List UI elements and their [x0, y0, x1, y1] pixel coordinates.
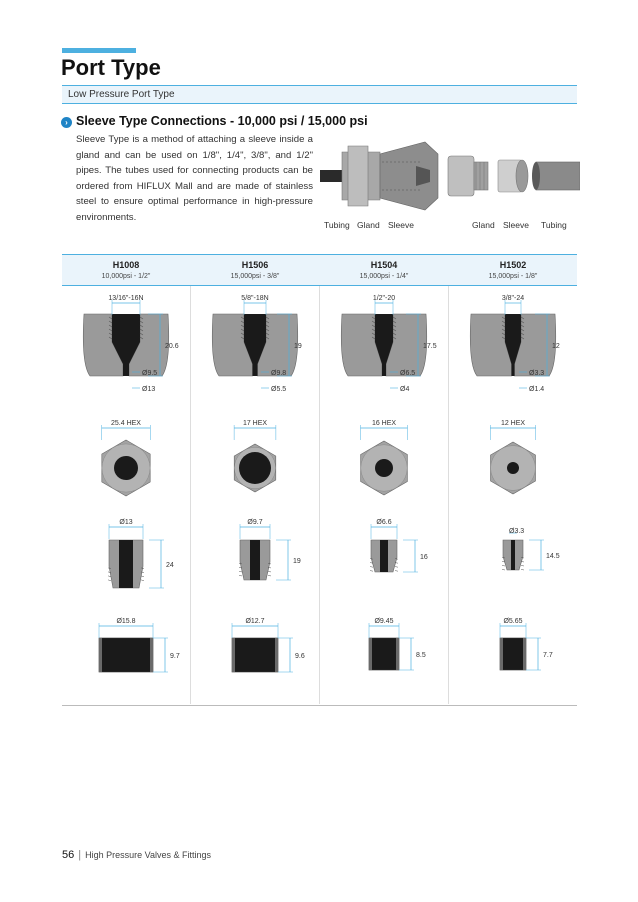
col-model: H1502: [499, 260, 527, 270]
col-model: H1008: [112, 260, 140, 270]
hex-bore: [507, 462, 519, 474]
gland-height-dim: 14.5: [546, 553, 560, 560]
sleeve-edge: [500, 638, 503, 670]
sleeve-body: [500, 638, 526, 670]
bore-diameter-2: Ø13: [142, 386, 156, 393]
sleeve-body: [369, 638, 399, 670]
col-model: H1506: [241, 260, 269, 270]
hex-bore: [239, 452, 271, 484]
hex-bore: [375, 459, 393, 477]
hex-dim: 25.4 HEX: [111, 420, 141, 427]
sleeve-diameter-dim: Ø5.65: [503, 618, 523, 625]
gland-bore: [250, 540, 260, 580]
sleeve-body: [232, 638, 278, 672]
sleeve-edge: [99, 638, 102, 672]
gland-diameter-dim: Ø13: [119, 519, 133, 526]
bore-diameter-2: Ø5.5: [271, 386, 287, 393]
sleeve-height-dim: 9.6: [295, 653, 305, 660]
depth-dim: 17.5: [423, 343, 437, 350]
gland-bore: [380, 540, 388, 572]
sleeve-edge: [232, 638, 235, 672]
sleeve-diameter-dim: Ø15.8: [116, 618, 136, 625]
subtitle-text: Low Pressure Port Type: [68, 89, 175, 100]
label-tubing-1: Tubing: [324, 220, 350, 230]
gland-height-dim: 24: [166, 562, 174, 569]
sleeve-edge: [523, 638, 526, 670]
gland-diameter-dim: Ø3.3: [509, 528, 525, 535]
sleeve-height-dim: 8.5: [416, 652, 426, 659]
label-gland-1: Gland: [357, 220, 380, 230]
hex-dim: 17 HEX: [242, 420, 268, 427]
bore-diameter-1: Ø6.5: [400, 370, 416, 377]
label-tubing-2: Tubing: [541, 220, 567, 230]
page-number: 56: [62, 849, 75, 861]
sleeve-height-dim: 9.7: [170, 653, 180, 660]
label-gland-2: Gland: [472, 220, 495, 230]
sleeve-edge: [150, 638, 153, 672]
sleeve-height-dim: 7.7: [543, 652, 553, 659]
bore-diameter-2: Ø4: [400, 386, 410, 393]
sleeve-edge: [275, 638, 278, 672]
label-sleeve-1: Sleeve: [388, 220, 414, 230]
col-rating: 15,000psi - 1/8": [488, 273, 538, 280]
page-footer: 56 | High Pressure Valves & Fittings: [62, 849, 211, 861]
col-model: H1504: [370, 260, 398, 270]
hex-dim: 16 HEX: [371, 420, 397, 427]
hex-bore: [114, 456, 138, 480]
chevron-right-icon: ›: [61, 117, 72, 128]
gland-diameter-dim: Ø6.6: [376, 519, 392, 526]
depth-dim: 12: [552, 343, 560, 350]
gland-height-dim: 19: [293, 558, 301, 565]
hex-dim: 12 HEX: [500, 420, 526, 427]
sleeve-edge: [369, 638, 372, 670]
thread-dim: 1/2"-20: [372, 295, 396, 302]
bore-diameter-1: Ø9.8: [271, 370, 287, 377]
bore-diameter-1: Ø3.3: [529, 370, 545, 377]
col-rating: 15,000psi - 3/8": [230, 273, 280, 280]
sleeve-diameter-dim: Ø12.7: [245, 618, 265, 625]
bore-diameter-1: Ø9.5: [142, 370, 158, 377]
gland-diameter-dim: Ø9.7: [247, 519, 263, 526]
thread-dim: 13/16"-16N: [108, 295, 144, 302]
thread-dim: 3/8"-24: [501, 295, 525, 302]
section-description: Sleeve Type is a method of attaching a sleeve inside a gland and can be used on 1/8", 1/4", 3/8", and 1/2" pipes. The tubes used for connecting products can be ordered from HIFLUX Mall and are made of stainless steel to ensure optimal performance in high-pressure environments.: [76, 134, 313, 223]
section-title: Sleeve Type Connections - 10,000 psi / 15,000 psi: [76, 114, 368, 128]
sleeve-body: [99, 638, 153, 672]
gland-bore: [511, 540, 515, 570]
gland-bore: [119, 540, 133, 588]
col-rating: 10,000psi - 1/2": [101, 273, 151, 280]
depth-dim: 20.6: [165, 343, 179, 350]
thread-dim: 5/8"-18N: [241, 295, 269, 302]
sleeve-edge: [396, 638, 399, 670]
bore-diameter-2: Ø1.4: [529, 386, 545, 393]
page-title: Port Type: [61, 55, 161, 80]
depth-dim: 19: [294, 343, 302, 350]
label-sleeve-2: Sleeve: [503, 220, 529, 230]
gland-height-dim: 16: [420, 554, 428, 561]
col-rating: 15,000psi - 1/4": [359, 273, 409, 280]
sleeve-diameter-dim: Ø9.45: [374, 618, 394, 625]
footer-text: High Pressure Valves & Fittings: [85, 850, 211, 860]
